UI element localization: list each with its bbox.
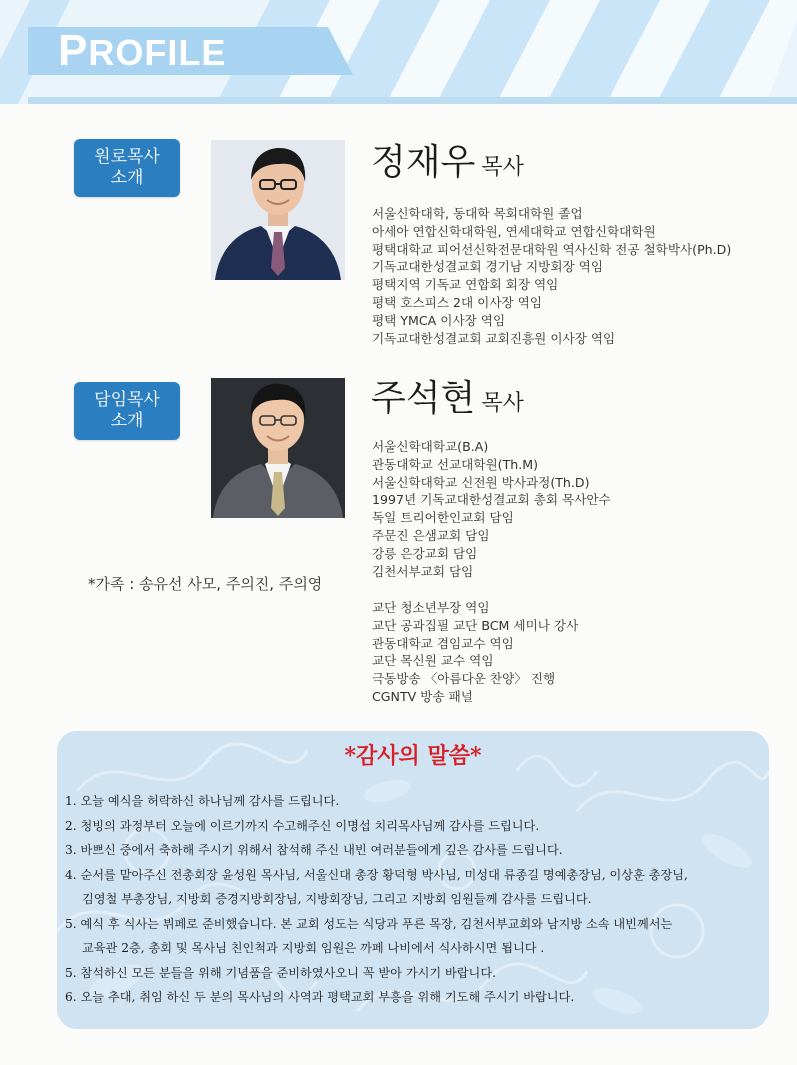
career-item: 독일 트리어한인교회 담임: [372, 510, 514, 526]
pastor-2-career-list: [372, 438, 611, 580]
career-item: 기독교대한성결교회 경기남 지방회장 역임: [372, 259, 603, 275]
thanks-item: [65, 961, 765, 986]
career-item: 관동대학교 선교대학원(Th.M): [372, 456, 539, 472]
career-item: 기독교대한성결교회 교회진흥원 이사장 역임: [372, 330, 616, 346]
page-title-rest: ROFILE: [88, 32, 227, 73]
thanks-item-continuation: 교육관 2층, 총회 및 목사님 친인척과 지방회 임원은 까페 나비에서 식사하시면 됩니다 .: [82, 941, 545, 955]
senior-pastor-label: [74, 382, 180, 440]
thanks-item-text: 1. 오늘 예식을 허락하신 하나님께 감사를 드립니다.: [65, 794, 340, 808]
thanks-item: [65, 838, 765, 863]
career-item: 교단 공과집필 교단 BCM 세미나 강사: [372, 617, 579, 633]
page-title-first-letter: P: [58, 26, 89, 75]
career-item: 평택 호스피스 2대 이사장 역임: [372, 294, 543, 310]
person-portrait-icon: [211, 140, 345, 280]
career-item: 서울신학대학, 동대학 목회대학원 졸업: [372, 206, 583, 221]
person-portrait-icon: [211, 378, 345, 518]
header-banner: [0, 0, 797, 104]
career-item: 교단 목신원 교수 역임: [372, 653, 494, 669]
career-item: 서울신학대학교(B.A): [372, 439, 489, 454]
career-item: 서울신학대학교 신전원 박사과정(Th.D): [372, 474, 590, 490]
thanks-item-continuation: 김영철 부총장님, 지방회 증경지방회장님, 지방회장님, 그리고 지방회 임원들께 감사를 드립니다.: [82, 892, 592, 906]
career-item: 교단 청소년부장 역임: [372, 600, 490, 615]
pastor-1-career-list: [372, 205, 731, 347]
pastor-2-family: *가족 : 송유선 사모, 주의진, 주의영: [88, 575, 323, 593]
label-line-2: 소개: [110, 168, 144, 188]
thanks-item: [65, 814, 765, 839]
career-item: 강릉 은강교회 담임: [372, 545, 478, 561]
pastor-2-name-heading: [371, 378, 524, 425]
senior-emeritus-label: [74, 139, 180, 197]
label-line-1: 담임목사: [94, 390, 160, 410]
pastor-1-photo: [211, 140, 345, 280]
thanks-item-text: 5. 예식 후 식사는 뷔페로 준비했습니다. 본 교회 성도는 식당과 푸른 목장, 김천서부교회와 남지방 소속 내빈께서는: [65, 916, 673, 931]
career-item: 1997년 기독교대한성결교회 총회 목사안수: [372, 492, 611, 508]
thanks-box: [57, 731, 769, 1029]
thanks-item-text: 2. 청빙의 과정부터 오늘에 이르기까지 수고해주신 이명섭 치리목사님께 감사를 드립니다.: [65, 818, 540, 833]
career-item: 아세아 연합신학대학원, 연세대학교 연합신학대학원: [372, 223, 656, 239]
pastor-2-name: 주석현: [371, 378, 476, 419]
career-item: 관동대학교 겸임교수 역임: [372, 635, 514, 651]
label-line-2: 소개: [110, 411, 144, 431]
page-title: [58, 27, 226, 75]
pastor-1-name: 정재우: [371, 142, 476, 183]
career-item: 주문진 은샘교회 담임: [372, 527, 490, 543]
pastor-1-title: 목사: [481, 155, 524, 180]
thanks-item: [65, 863, 765, 912]
pastor-2-title: 목사: [481, 391, 524, 416]
career-item: 평택 YMCA 이사장 역임: [372, 312, 506, 328]
thanks-list: [65, 789, 765, 1010]
thanks-item-text: 3. 바쁘신 중에서 축하해 주시기 위해서 참석해 주신 내빈 여러분들에게 깊은 감사를 드립니다.: [65, 843, 563, 857]
pastor-1-name-heading: [371, 142, 524, 189]
thanks-item-text: 6. 오늘 추대, 취임 하신 두 분의 목사님의 사역과 평택교회 부흥을 위해 기도해 주시기 바랍니다.: [65, 990, 575, 1004]
career-item: 평택대학교 피어선신학전문대학원 역사신학 전공 철학박사(Ph.D): [372, 241, 732, 257]
thanks-item: [65, 985, 765, 1010]
career-item: 극동방송 〈아름다운 찬양〉 진행: [372, 671, 556, 687]
career-item: 김천서부교회 담임: [372, 563, 474, 579]
thanks-item: [65, 789, 765, 814]
thanks-item: [65, 912, 765, 961]
pastor-2-career-list-2: [372, 599, 578, 706]
thanks-title: *감사의 말씀*: [344, 743, 482, 769]
label-line-1: 원로목사: [94, 147, 160, 167]
thanks-item-text: 4. 순서를 맡아주신 전총회장 윤성원 목사님, 서울신대 총장 황덕형 박사님, 미성대 류종길 명예총장님, 이상훈 총장님,: [65, 867, 688, 882]
thanks-item-text: 5. 참석하신 모든 분들을 위해 기념품을 준비하였사오니 꼭 받아 가시기 바랍니다.: [65, 965, 496, 980]
pastor-2-photo: [211, 378, 345, 518]
career-item: 평택지역 기독교 연합회 회장 역임: [372, 277, 559, 293]
career-item: CGNTV 방송 패널: [372, 688, 473, 704]
